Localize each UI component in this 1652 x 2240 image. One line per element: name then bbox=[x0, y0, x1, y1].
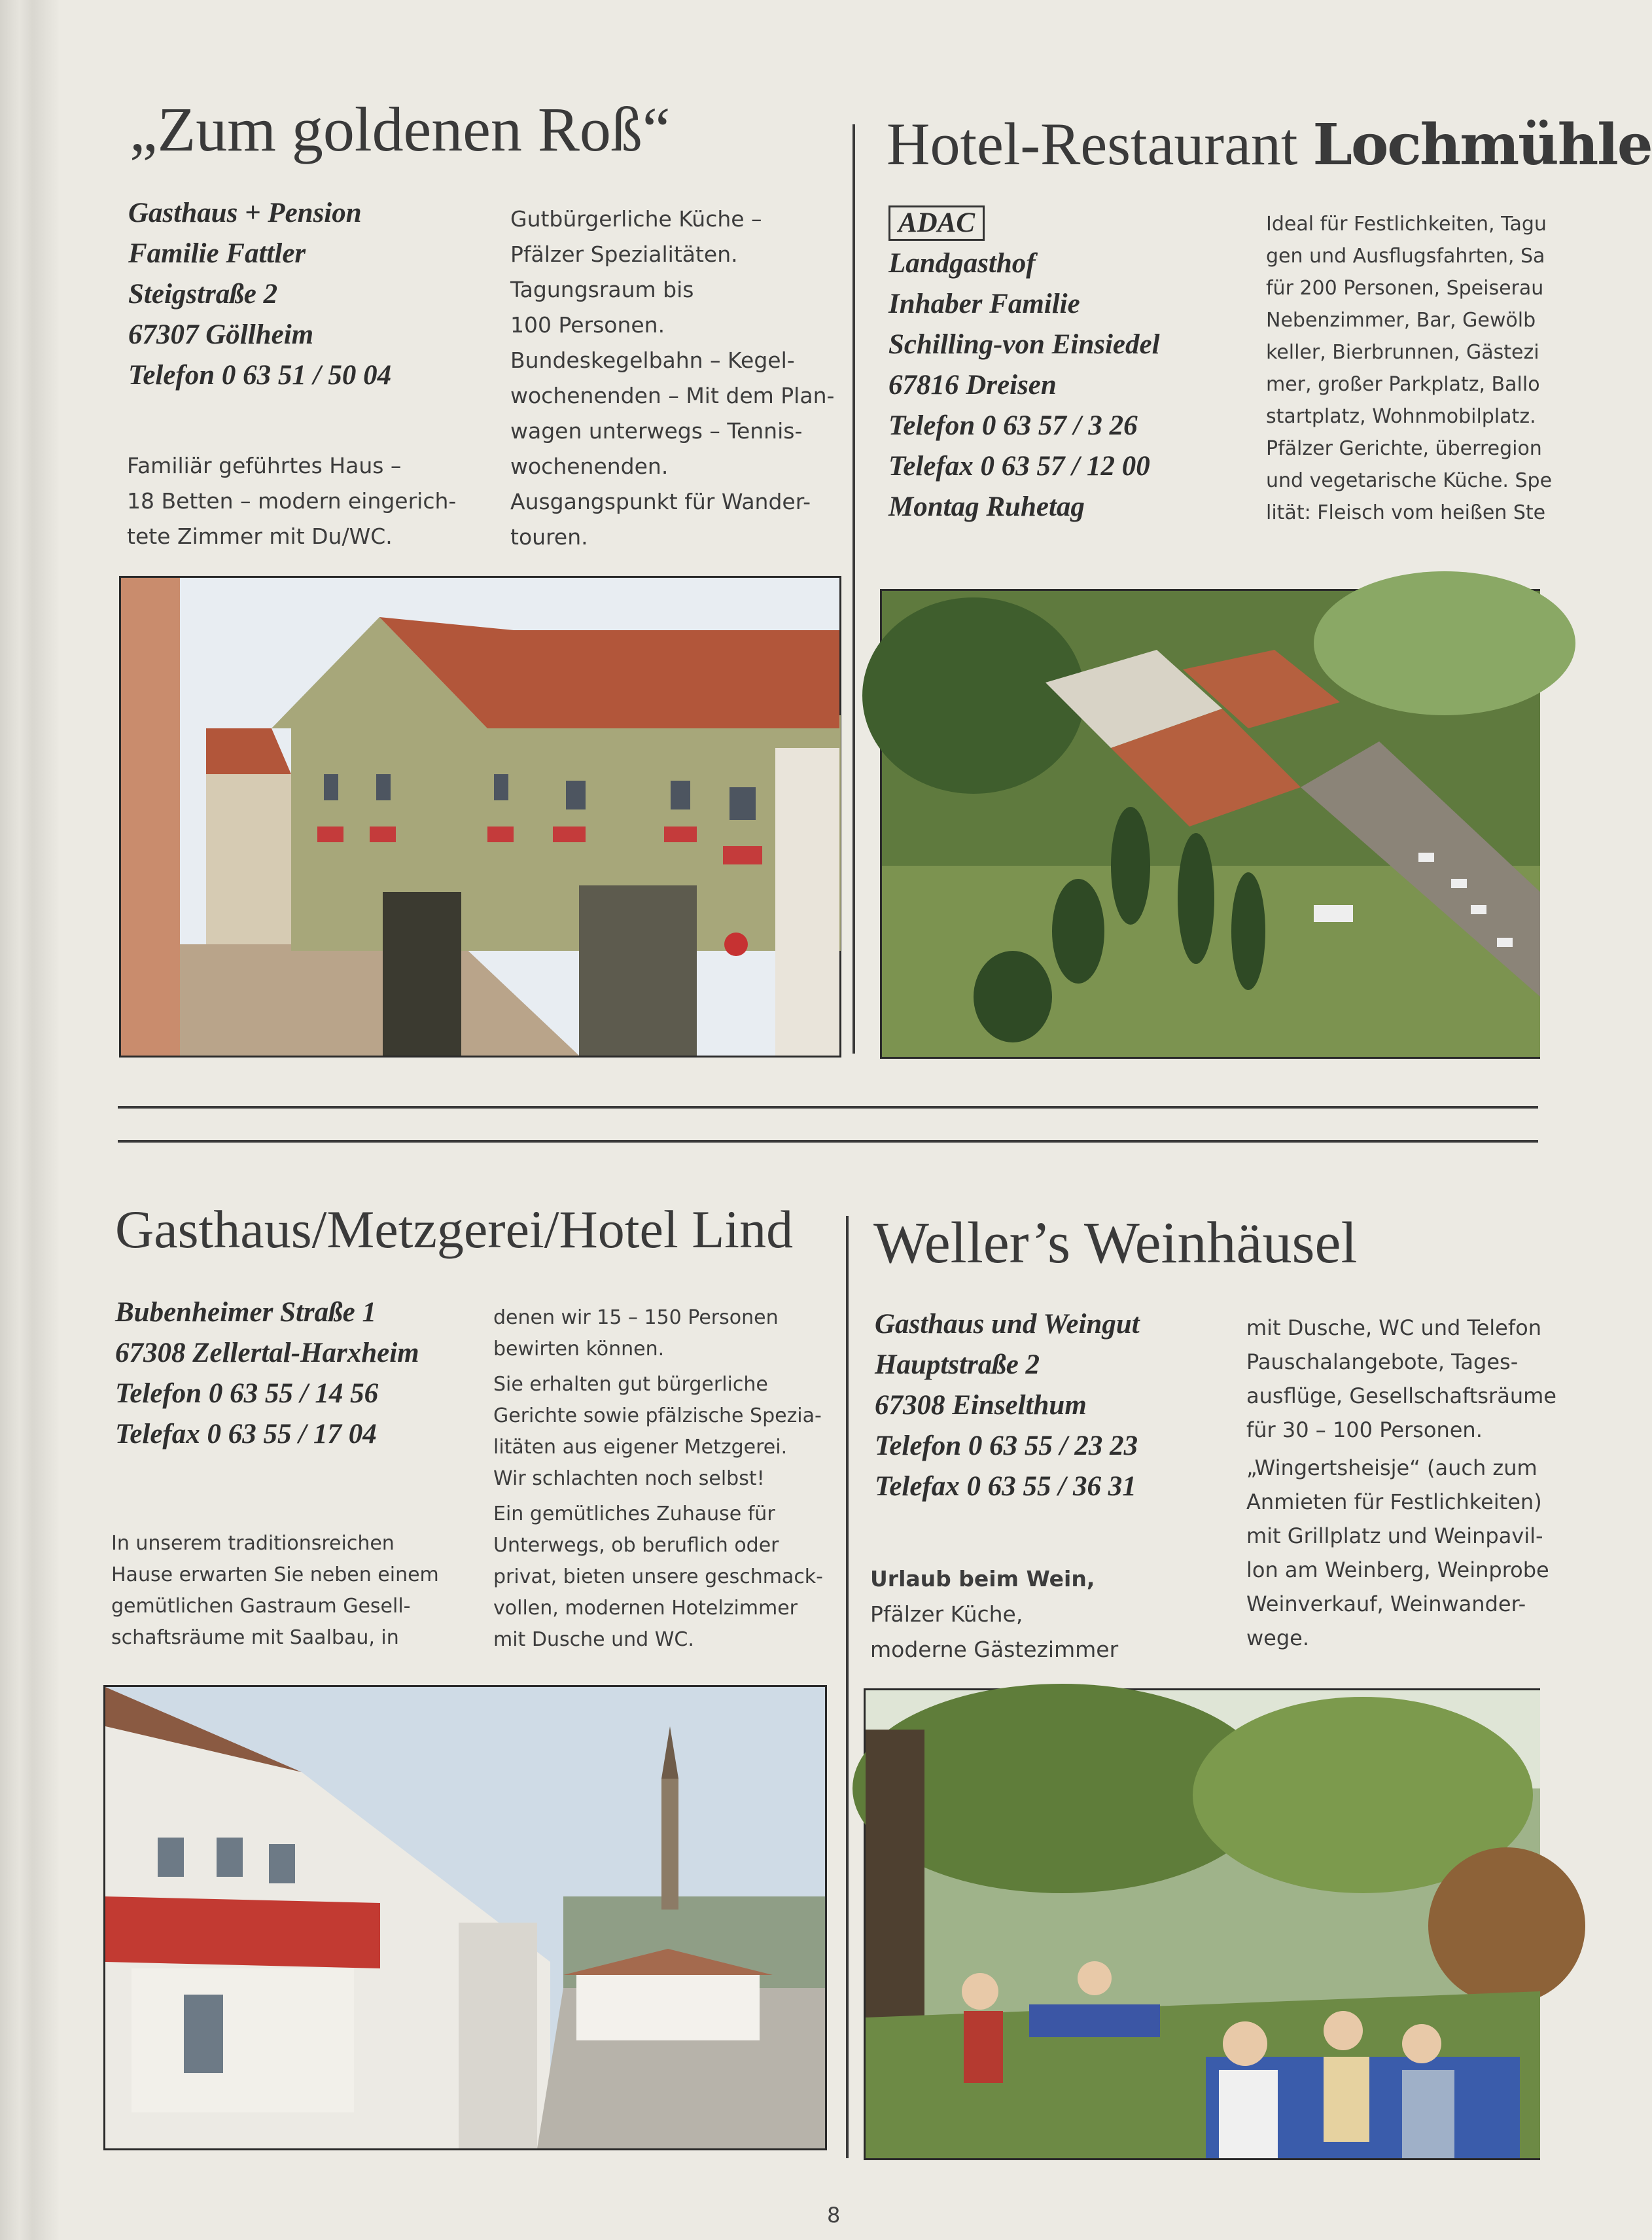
address-line: 67308 Einselthum bbox=[875, 1390, 1087, 1421]
text-line: Ein gemütliches Zuhause für bbox=[493, 1502, 775, 1525]
address-line: Telefax 0 63 55 / 36 31 bbox=[875, 1471, 1136, 1502]
text-line: privat, bieten unsere geschmack- bbox=[493, 1565, 824, 1588]
column-divider-top bbox=[852, 124, 855, 1054]
ad-description-lind-right bbox=[493, 1302, 823, 1660]
ad-title-zum-goldenen-ross: „Zum goldenen Roß“ bbox=[130, 94, 671, 164]
ad-title-lochmuehle-wrap bbox=[887, 111, 1652, 183]
text-line: Gerichte sowie pfälzische Spezia- bbox=[493, 1404, 822, 1427]
address-line: Schilling-von Einsiedel bbox=[888, 329, 1160, 360]
address-line: Gasthaus + Pension bbox=[128, 198, 362, 228]
text-line: Weinverkauf, Weinwander- bbox=[1246, 1591, 1526, 1616]
text-line: Pfälzer Gerichte, überregion bbox=[1266, 437, 1542, 460]
ad-description-left bbox=[127, 448, 456, 554]
text-line: mit Dusche und WC. bbox=[493, 1628, 694, 1651]
photo-aerial-mill bbox=[880, 589, 1540, 1059]
photo-hotel-lind-building bbox=[103, 1685, 827, 2150]
text-line: Ausgangspunkt für Wander- bbox=[510, 489, 811, 514]
text-line: tete Zimmer mit Du/WC. bbox=[127, 524, 393, 549]
title-text: Hotel-Restaurant bbox=[887, 111, 1298, 177]
text-line: Anmieten für Festlichkeiten) bbox=[1246, 1489, 1542, 1514]
text-line: ausflüge, Gesellschaftsräume bbox=[1246, 1383, 1556, 1408]
address-line: 67816 Dreisen bbox=[888, 370, 1057, 400]
text-line: litäten aus eigener Metzgerei. bbox=[493, 1436, 788, 1459]
ad-address-zum-goldenen-ross bbox=[128, 193, 391, 396]
address-line: Inhaber Familie bbox=[888, 289, 1080, 319]
text-line: Ideal für Festlichkeiten, Tagu bbox=[1266, 213, 1547, 236]
text-line: Gutbürgerliche Küche – bbox=[510, 206, 762, 232]
photo-wine-garden-guests bbox=[864, 1688, 1540, 2160]
address-line: Telefax 0 63 55 / 17 04 bbox=[115, 1419, 377, 1449]
text-line-bold: Urlaub beim Wein, bbox=[870, 1566, 1095, 1591]
text-line: Tagungsraum bis bbox=[510, 277, 694, 302]
text-line: Pfälzer Küche, bbox=[870, 1601, 1023, 1627]
photo-gasthaus-street bbox=[119, 576, 841, 1058]
ad-description-lochmuehle bbox=[1266, 208, 1552, 529]
text-line: vollen, modernen Hotelzimmer bbox=[493, 1597, 798, 1620]
text-line: Pfälzer Spezialitäten. bbox=[510, 241, 738, 267]
ad-title-lochmuehle bbox=[887, 111, 1652, 178]
address-line: 67308 Zellertal-Harxheim bbox=[115, 1338, 419, 1368]
text-line: mer, großer Parkplatz, Ballo bbox=[1266, 373, 1540, 396]
text-line: wagen unterwegs – Tennis- bbox=[510, 418, 803, 444]
ad-description-wellers-right-wrap bbox=[1246, 1311, 1556, 1677]
address-line: Telefon 0 63 55 / 23 23 bbox=[875, 1431, 1138, 1461]
ad-address-hotel-lind bbox=[115, 1292, 419, 1455]
text-line: lon am Weinberg, Weinprobe bbox=[1246, 1557, 1549, 1582]
ad-title-hotel-lind: Gasthaus/Metzgerei/Hotel Lind bbox=[115, 1200, 794, 1259]
text-line: „Wingertsheisje“ (auch zum bbox=[1246, 1455, 1538, 1480]
text-line: denen wir 15 – 150 Personen bbox=[493, 1306, 779, 1329]
text-line: lität: Fleisch vom heißen Ste bbox=[1266, 501, 1546, 524]
text-line: und vegetarische Küche. Spe bbox=[1266, 469, 1553, 492]
address-line: Montag Ruhetag bbox=[888, 491, 1085, 522]
ad-title-wellers-weinhaeusel: Weller’s Weinhäusel bbox=[873, 1211, 1358, 1275]
text-line: Familiär geführtes Haus – bbox=[127, 453, 402, 478]
text-line: mit Grillplatz und Weinpavil- bbox=[1246, 1523, 1543, 1548]
text-line: Nebenzimmer, Bar, Gewölb bbox=[1266, 309, 1536, 332]
ad-description-wellers-left bbox=[870, 1561, 1118, 1667]
address-line: 67307 Göllheim bbox=[128, 319, 314, 350]
ad-address-wellers bbox=[875, 1304, 1140, 1507]
ad-description-right bbox=[510, 202, 834, 555]
text-line: Bundeskegelbahn – Kegel- bbox=[510, 347, 795, 373]
text-line: Unterwegs, ob beruflich oder bbox=[493, 1534, 779, 1557]
text-line: für 30 – 100 Personen. bbox=[1246, 1417, 1483, 1442]
ad-description-lind-left bbox=[111, 1528, 439, 1654]
ad-description-wellers-right bbox=[1246, 1311, 1556, 1659]
section-divider-upper bbox=[118, 1106, 1538, 1109]
text-line: Pauschalangebote, Tages- bbox=[1246, 1349, 1519, 1374]
address-line: Telefax 0 63 57 / 12 00 bbox=[888, 451, 1150, 482]
text-line: für 200 Personen, Speiserau bbox=[1266, 277, 1544, 300]
section-divider-lower bbox=[118, 1140, 1538, 1143]
page-edge bbox=[0, 0, 59, 2240]
text-line: Sie erhalten gut bürgerliche bbox=[493, 1373, 768, 1396]
text-line: touren. bbox=[510, 524, 588, 550]
address-line: Telefon 0 63 57 / 3 26 bbox=[888, 410, 1138, 441]
title-blackletter: Lochmühle bbox=[1312, 112, 1652, 178]
text-line: bewirten können. bbox=[493, 1338, 665, 1360]
adac-badge: ADAC bbox=[888, 205, 985, 241]
text-line: keller, Bierbrunnen, Gästezi bbox=[1266, 341, 1539, 364]
address-line: Gasthaus und Weingut bbox=[875, 1309, 1140, 1340]
text-line: Wir schlachten noch selbst! bbox=[493, 1467, 765, 1490]
text-line: 100 Personen. bbox=[510, 312, 665, 338]
column-divider-bottom bbox=[846, 1216, 849, 2158]
text-line: gen und Ausflugsfahrten, Sa bbox=[1266, 245, 1545, 268]
text-line: wochenenden. bbox=[510, 453, 669, 479]
text-line: Hause erwarten Sie neben einem bbox=[111, 1563, 439, 1586]
text-line: moderne Gästezimmer bbox=[870, 1637, 1119, 1662]
address-line: Telefon 0 63 55 / 14 56 bbox=[115, 1378, 379, 1409]
address-line: Steigstraße 2 bbox=[128, 279, 278, 310]
address-line: Landgasthof bbox=[888, 248, 1036, 279]
text-line: gemütlichen Gastraum Gesell- bbox=[111, 1595, 411, 1618]
ad-address-lochmuehle bbox=[888, 203, 1160, 527]
address-line: Hauptstraße 2 bbox=[875, 1349, 1040, 1380]
text-line: startplatz, Wohnmobilplatz. bbox=[1266, 405, 1536, 428]
address-line: Telefon 0 63 51 / 50 04 bbox=[128, 360, 392, 391]
text-line: wochenenden – Mit dem Plan- bbox=[510, 383, 835, 408]
text-line: mit Dusche, WC und Telefon bbox=[1246, 1315, 1541, 1340]
address-line: Familie Fattler bbox=[128, 238, 306, 269]
ad-description-lochmuehle-wrap bbox=[1266, 208, 1553, 575]
text-line: schaftsräume mit Saalbau, in bbox=[111, 1626, 399, 1649]
page-number: 8 bbox=[827, 2203, 841, 2228]
address-line: Bubenheimer Straße 1 bbox=[115, 1297, 376, 1328]
text-line: 18 Betten – modern eingerich- bbox=[127, 488, 457, 514]
text-line: wege. bbox=[1246, 1626, 1310, 1650]
text-line: In unserem traditionsreichen bbox=[111, 1532, 395, 1555]
